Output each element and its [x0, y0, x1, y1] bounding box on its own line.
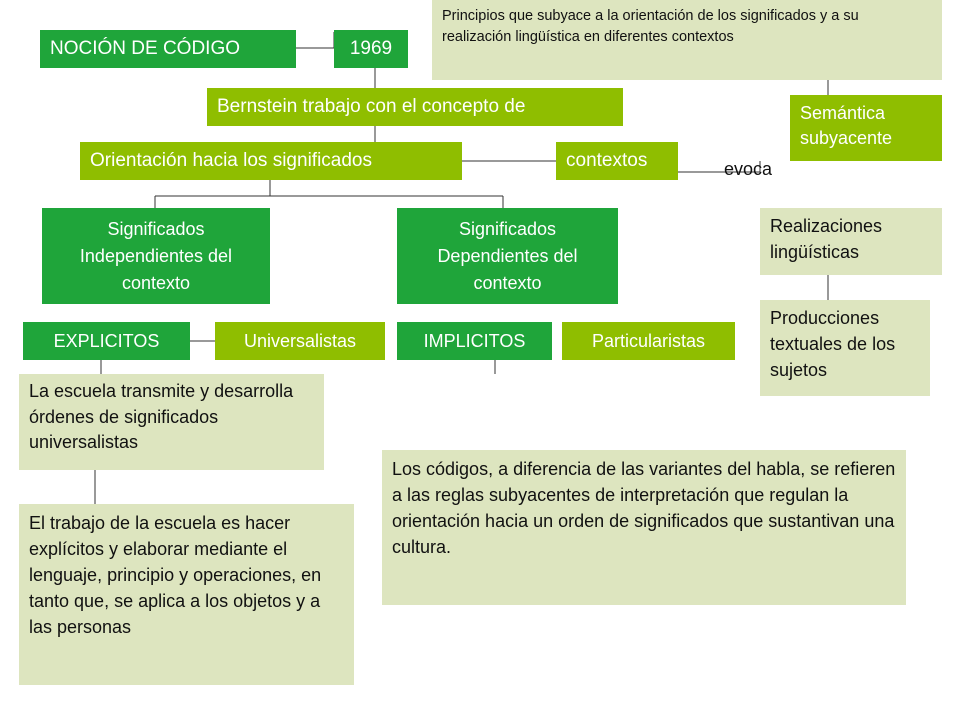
node-realizaciones-linguisticas: Realizaciones lingüísticas — [760, 208, 942, 275]
node-explicitos: EXPLICITOS — [23, 322, 190, 360]
node-producciones-textuales: Producciones textuales de los sujetos — [760, 300, 930, 396]
node-bernstein: Bernstein trabajo con el concepto de — [207, 88, 623, 126]
node-particularistas: Particularistas — [562, 322, 735, 360]
label-evoca: evoca — [724, 159, 773, 179]
node-semantica-subyacente: Semántica subyacente — [790, 95, 942, 161]
node-year: 1969 — [334, 30, 408, 68]
node-nocion-de-codigo: NOCIÓN DE CÓDIGO — [40, 30, 296, 68]
node-contextos: contextos — [556, 142, 678, 180]
node-orientacion: Orientación hacia los significados — [80, 142, 462, 180]
node-significados-dependientes: Significados Dependientes del contexto — [397, 208, 618, 304]
node-significados-independientes: Significados Independientes del contexto — [42, 208, 270, 304]
node-los-codigos: Los códigos, a diferencia de las variantes del habla, se refieren a las reglas subyacentes de interpretación que regulan la orientación hacia un orden de significados que sustantivan una cultura. — [382, 450, 906, 605]
node-principios: Principios que subyace a la orientación de los significados y a su realización lingüística en diferentes contextos — [432, 0, 942, 80]
node-escuela-transmite: La escuela transmite y desarrolla órdenes de significados universalistas — [19, 374, 324, 470]
node-universalistas: Universalistas — [215, 322, 385, 360]
node-trabajo-escuela: El trabajo de la escuela es hacer explícitos y elaborar mediante el lenguaje, principio y operaciones, en tanto que, se aplica a los objetos y a las personas — [19, 504, 354, 685]
node-implicitos: IMPLICITOS — [397, 322, 552, 360]
